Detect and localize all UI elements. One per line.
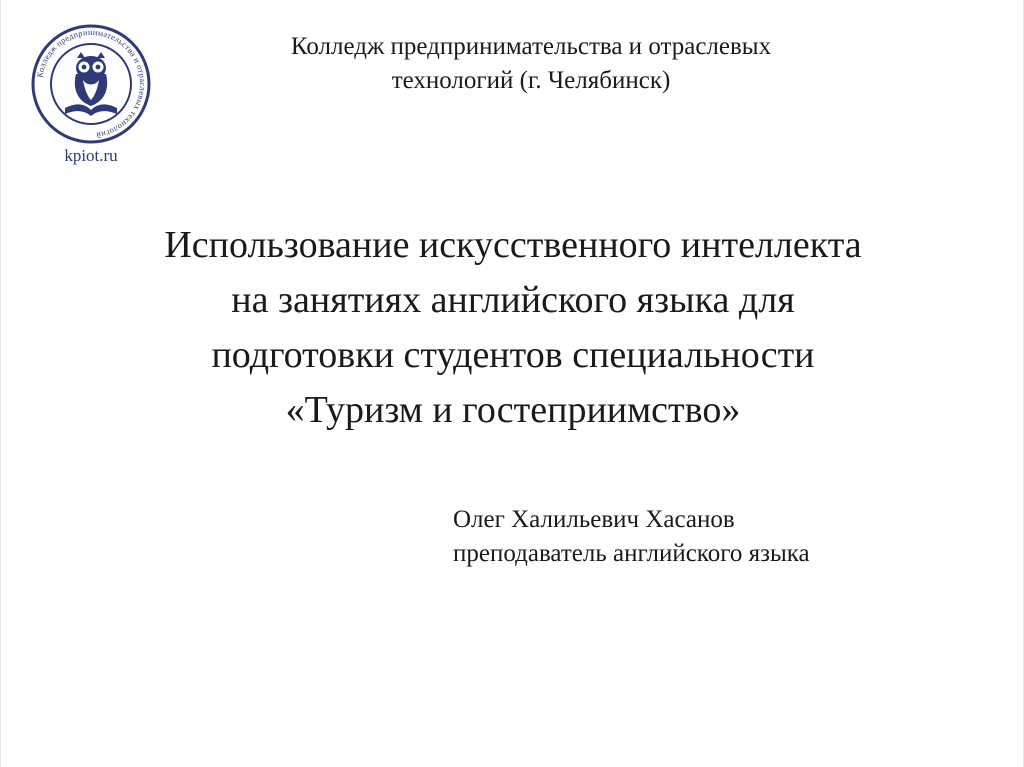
title-line-3: подготовки студентов специальности xyxy=(211,334,815,376)
author-position: преподаватель английского языка xyxy=(453,540,810,567)
college-logo xyxy=(29,22,161,172)
college-name-line-2: технологий (г. Челябинск) xyxy=(391,67,671,94)
college-name-line-1: Колледж предпринимательства и отраслевых xyxy=(290,33,772,60)
owl-emblem-icon xyxy=(29,22,153,146)
title-line-2: на занятиях английского языка для xyxy=(231,279,795,321)
title-line-4: «Туризм и гостеприимство» xyxy=(285,389,741,431)
presentation-title xyxy=(41,218,985,438)
author-block xyxy=(453,503,973,571)
title-line-1: Использование искусственного интеллекта xyxy=(164,224,862,266)
logo-ring-text: Колледж предпринимательства и отраслевых технологий xyxy=(35,27,148,140)
college-name xyxy=(161,30,901,98)
author-name: Олег Халильевич Хасанов xyxy=(453,506,735,533)
college-website: kpiot.ru xyxy=(64,146,118,165)
